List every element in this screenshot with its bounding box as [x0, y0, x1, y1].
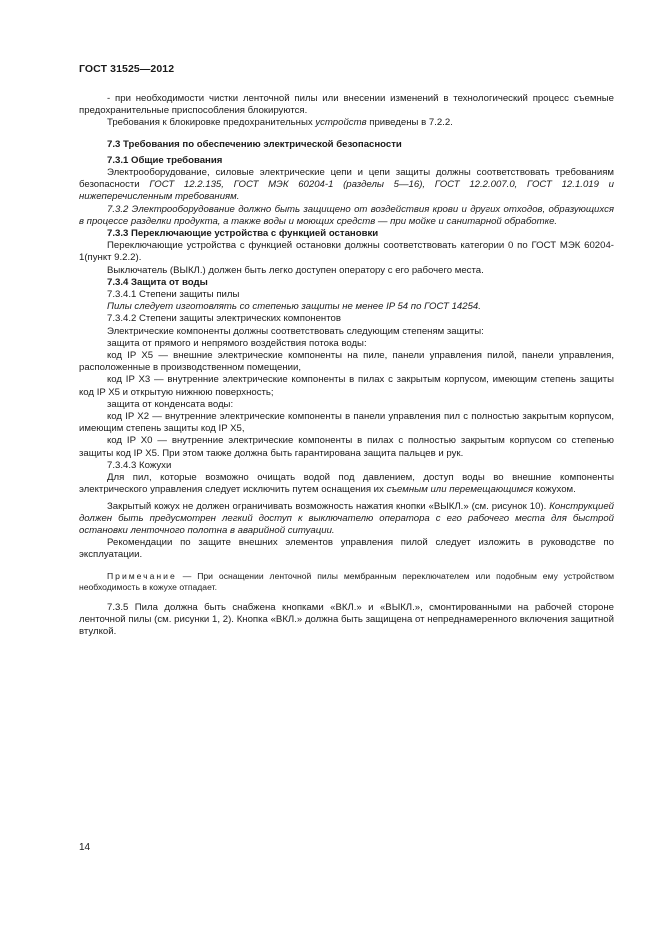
section-7-3-3-text-1: Переключающие устройства с функцией остановки должны соответствовать категории 0 по ГОСТ МЭК 60204-1(пункт 9.2.2). — [79, 240, 614, 264]
section-7-3-4-2-text-1: Электрические компоненты должны соответствовать следующим степеням защиты: — [107, 325, 484, 337]
section-7-3-4-3-text-2: Закрытый кожух не должен ограничивать возможность нажатия кнопки «ВЫКЛ.» (см. рисунок 10). Конструкцией должен быть предусмотрен легкий доступ к выключателю оператора с его рабочего места для быстрой остановки ленточного полотна в аварийной ситуации. — [79, 500, 614, 536]
section-7-3-4-2-text-3: код IP X5 — внешние электрические компоненты на пиле, панели управления пилой, панели управления, расположенные в производственном помещении, — [79, 350, 614, 374]
section-7-3-4-3-text-3: Рекомендации по защите внешних элементов управления пилой следует изложить в руководстве по эксплуатации. — [79, 537, 614, 561]
paragraph-blocking: - при необходимости чистки ленточной пилы или внесении изменений в технологический процесс съемные предохранительные приспособления блокируются. — [79, 93, 614, 117]
note-label: Примечание — [107, 570, 177, 581]
section-7-3-4-2-text-5: защита от конденсата воды: — [107, 398, 234, 410]
section-7-3-2-text: 7.3.2 Электрооборудование должно быть защищено от воздействия крови и других отходов, образующихся в процессе разделки продукта, а также воды и моющих средств — при мойке и санитарной обработке. — [79, 203, 614, 227]
section-7-3-4-2-text-4: код IP X3 — внутренние электрические компоненты в пилах с закрытым корпусом, имеющим степень защиты код IP X5 и открытую нижнюю поверхность; — [79, 374, 614, 398]
section-7-3-4-3-title: 7.3.4.3 Кожухи — [107, 459, 172, 471]
section-7-3-title: 7.3 Требования по обеспечению электрической безопасности — [107, 138, 402, 150]
page-number: 14 — [79, 842, 91, 853]
document-code-header: ГОСТ 31525—2012 — [79, 63, 175, 75]
section-7-3-4-2-title: 7.3.4.2 Степени защиты электрических компонентов — [107, 313, 341, 325]
section-7-3-5-text: 7.3.5 Пила должна быть снабжена кнопками «ВКЛ.» и «ВЫКЛ.», смонтированными на рабочей стороне ленточной пилы (см. рисунки 1, 2). Кнопка «ВКЛ.» должна быть защищена от непреднамеренного включения защитной втулкой. — [79, 601, 614, 637]
section-7-3-1-text: Электрооборудование, силовые электрические цепи и цепи защиты должны соответствовать требованиям безопасности ГОСТ 12.2.135, ГОСТ МЭК 60204-1 (разделы 5—16), ГОСТ 12.2.007.0, ГОСТ 12.1.019 и нижеперечисленным требованиям. — [79, 167, 614, 203]
note — [79, 571, 614, 593]
section-7-3-4-2-text-7: код IP X0 — внутренние электрические компоненты в пилах с полностью закрытым корпусом со степенью защиты код IP X5. При этом также должна быть гарантирована защита пальцев и рук. — [79, 435, 614, 459]
section-7-3-4-2-text-6: код IP X2 — внутренние электрические компоненты в панели управления пил с полностью закрытым корпусом, имеющим степень защиты код IP X5, — [79, 411, 614, 435]
section-7-3-4-1-title: 7.3.4.1 Степени защиты пилы — [107, 289, 240, 301]
document-body — [79, 93, 614, 638]
section-7-3-1-title: 7.3.1 Общие требования — [107, 154, 223, 166]
section-7-3-4-3-text-1: Для пил, которые возможно очищать водой под давлением, доступ воды во внешние компоненты электрического управления следует исключить путем оснащения их съемным или перемещающимся кожухом. — [79, 472, 614, 496]
section-7-3-3-title: 7.3.3 Переключающие устройства с функцией остановки — [107, 228, 379, 240]
note-text: — При оснащении ленточной пилы мембранным переключателем или подобным ему устройством необходимость в кожухе отпадает. — [79, 570, 614, 592]
section-7-3-4-2-text-2: защита от прямого и непрямого воздействия потока воды: — [107, 337, 367, 349]
section-7-3-3-text-2: Выключатель (ВЫКЛ.) должен быть легко доступен оператору с его рабочего места. — [107, 264, 484, 276]
section-7-3-4-1-text: Пилы следует изготовлять со степенью защиты не менее IP 54 по ГОСТ 14254. — [107, 301, 481, 313]
paragraph-blocking-ref: Требования к блокировке предохранительных устройств приведены в 7.2.2. — [107, 117, 453, 129]
section-7-3-4-title: 7.3.4 Защита от воды — [107, 276, 208, 288]
